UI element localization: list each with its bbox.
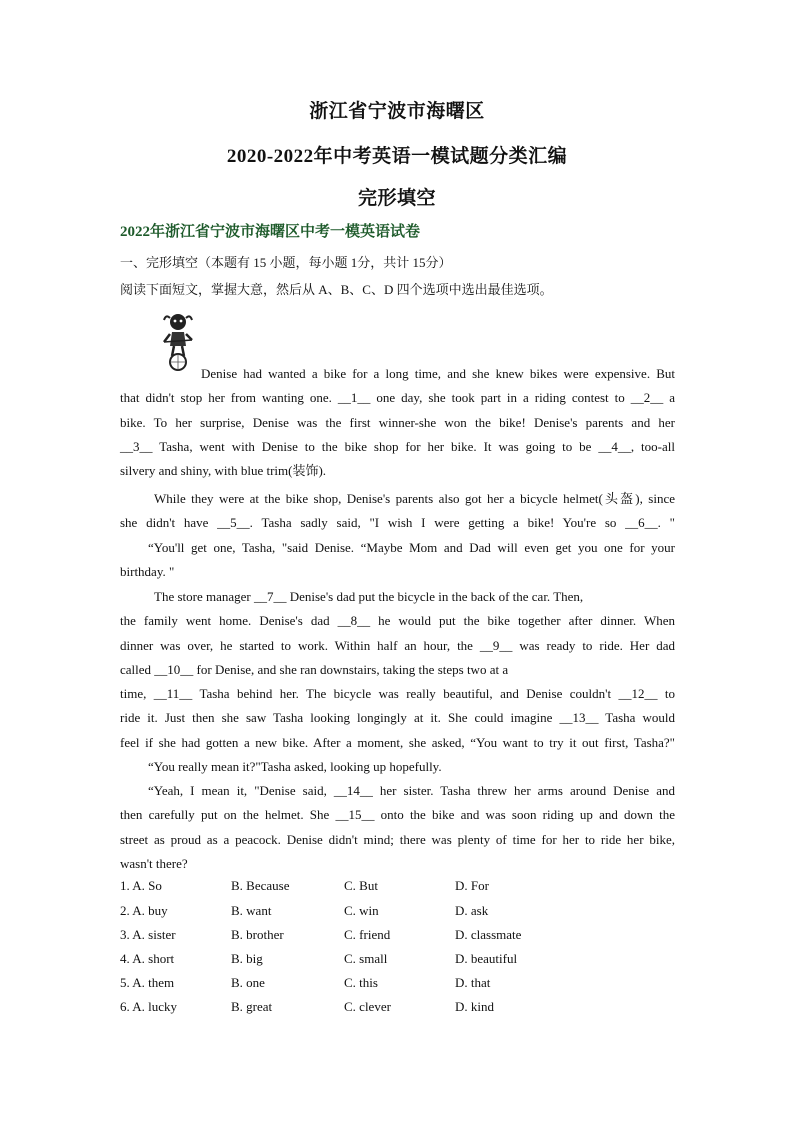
- option-d: D. ask: [455, 903, 489, 918]
- passage-paragraph-2: While they were at the bike shop, Denise's parents also got her a bicycle helmet(头盔), since she didn't have __5__. Tasha sadly said, "I wish I were getting a bike! You're so __6__. ": [120, 491, 675, 531]
- option-a: 4. A. short: [120, 951, 175, 966]
- option-c: C. clever: [344, 999, 391, 1014]
- option-b: B. want: [231, 903, 272, 918]
- option-c: C. friend: [344, 927, 391, 942]
- page-title-line2: 2020-2022年中考英语一模试题分类汇编: [226, 146, 568, 167]
- option-c: C. win: [344, 903, 379, 918]
- passage-paragraph-5: “You really mean it?"Tasha asked, looking up hopefully.: [148, 759, 442, 774]
- option-c: C. small: [344, 951, 388, 966]
- option-a: 6. A. lucky: [120, 999, 178, 1014]
- option-a: 1. A. So: [120, 878, 162, 893]
- page-title-line3: 完形填空: [357, 188, 436, 209]
- part-title: 一、完形填空（本题有 15 小题，每小题 1分，共计 15分）: [120, 255, 452, 270]
- option-c: C. But: [344, 878, 378, 893]
- exam-heading: 2022年浙江省宁波市海曙区中考一模英语试卷: [120, 224, 421, 240]
- option-b: B. big: [231, 951, 263, 966]
- option-c: C. this: [344, 975, 378, 990]
- option-d: D. beautiful: [455, 951, 518, 966]
- option-b: B. brother: [231, 927, 284, 942]
- option-a: 2. A. buy: [120, 903, 168, 918]
- page-title-line1: 浙江省宁波市海曙区: [309, 101, 485, 122]
- option-b: B. great: [231, 999, 273, 1014]
- option-d: D. that: [455, 975, 491, 990]
- option-a: 5. A. them: [120, 975, 175, 990]
- option-d: D. kind: [455, 999, 494, 1014]
- option-d: D. For: [455, 878, 489, 893]
- passage-paragraph-3: “You'll get one, Tasha, "said Denise. “Maybe Mom and Dad will even get you one for your birthday. ": [120, 540, 675, 580]
- passage-paragraph-6: “Yeah, I mean it, "Denise said, __14__ her sister. Tasha threw her arms around Denise and then carefully put on the helmet. She __15__ onto the bike and was soon riding up and down the street as proud as a peacock. Denise didn't mind; there was plenty of time for her to ride her bike, wasn't there?: [120, 783, 675, 871]
- option-b: B. one: [231, 975, 265, 990]
- passage-paragraph-1: Denise had wanted a bike for a long time, and she knew bikes were expensive. But that didn't stop her from wanting one. __1__ one day, she took part in a riding contest to __2__ a bike. To her surprise, Denise was the first winner-she won the bike! Denise's parents and her __3__ Tasha, went with Denise to the bike shop for her bike. It was going to be __4__, too-all silvery and shiny, with blue trim(装饰).: [120, 366, 675, 479]
- option-d: D. classmate: [455, 927, 522, 942]
- option-b: B. Because: [231, 878, 290, 893]
- option-a: 3. A. sister: [120, 927, 176, 942]
- instruction: 阅读下面短文，掌握大意，然后从 A、B、C、D 四个选项中选出最佳选项。: [120, 282, 553, 297]
- passage-paragraph-4: The store manager __7__ Denise's dad put the bicycle in the back of the car. Then, the family went home. Denise's dad __8__ he would put the bike together after dinner. When dinner was over, he started to work. Within half an hour, the __9__ was ready to ride. Her dad called __10__ for Denise, and she ran downstairs, taking the steps two at a time, __11__ Tasha behind her. The bicycle was really beautiful, and Denise couldn't __12__ to ride it. Just then she saw Tasha looking longingly at it. She could imagine __13__ Tasha would feel if she had gotten a new bike. After a moment, she asked, “You want to try it out first, Tasha?": [120, 589, 675, 750]
